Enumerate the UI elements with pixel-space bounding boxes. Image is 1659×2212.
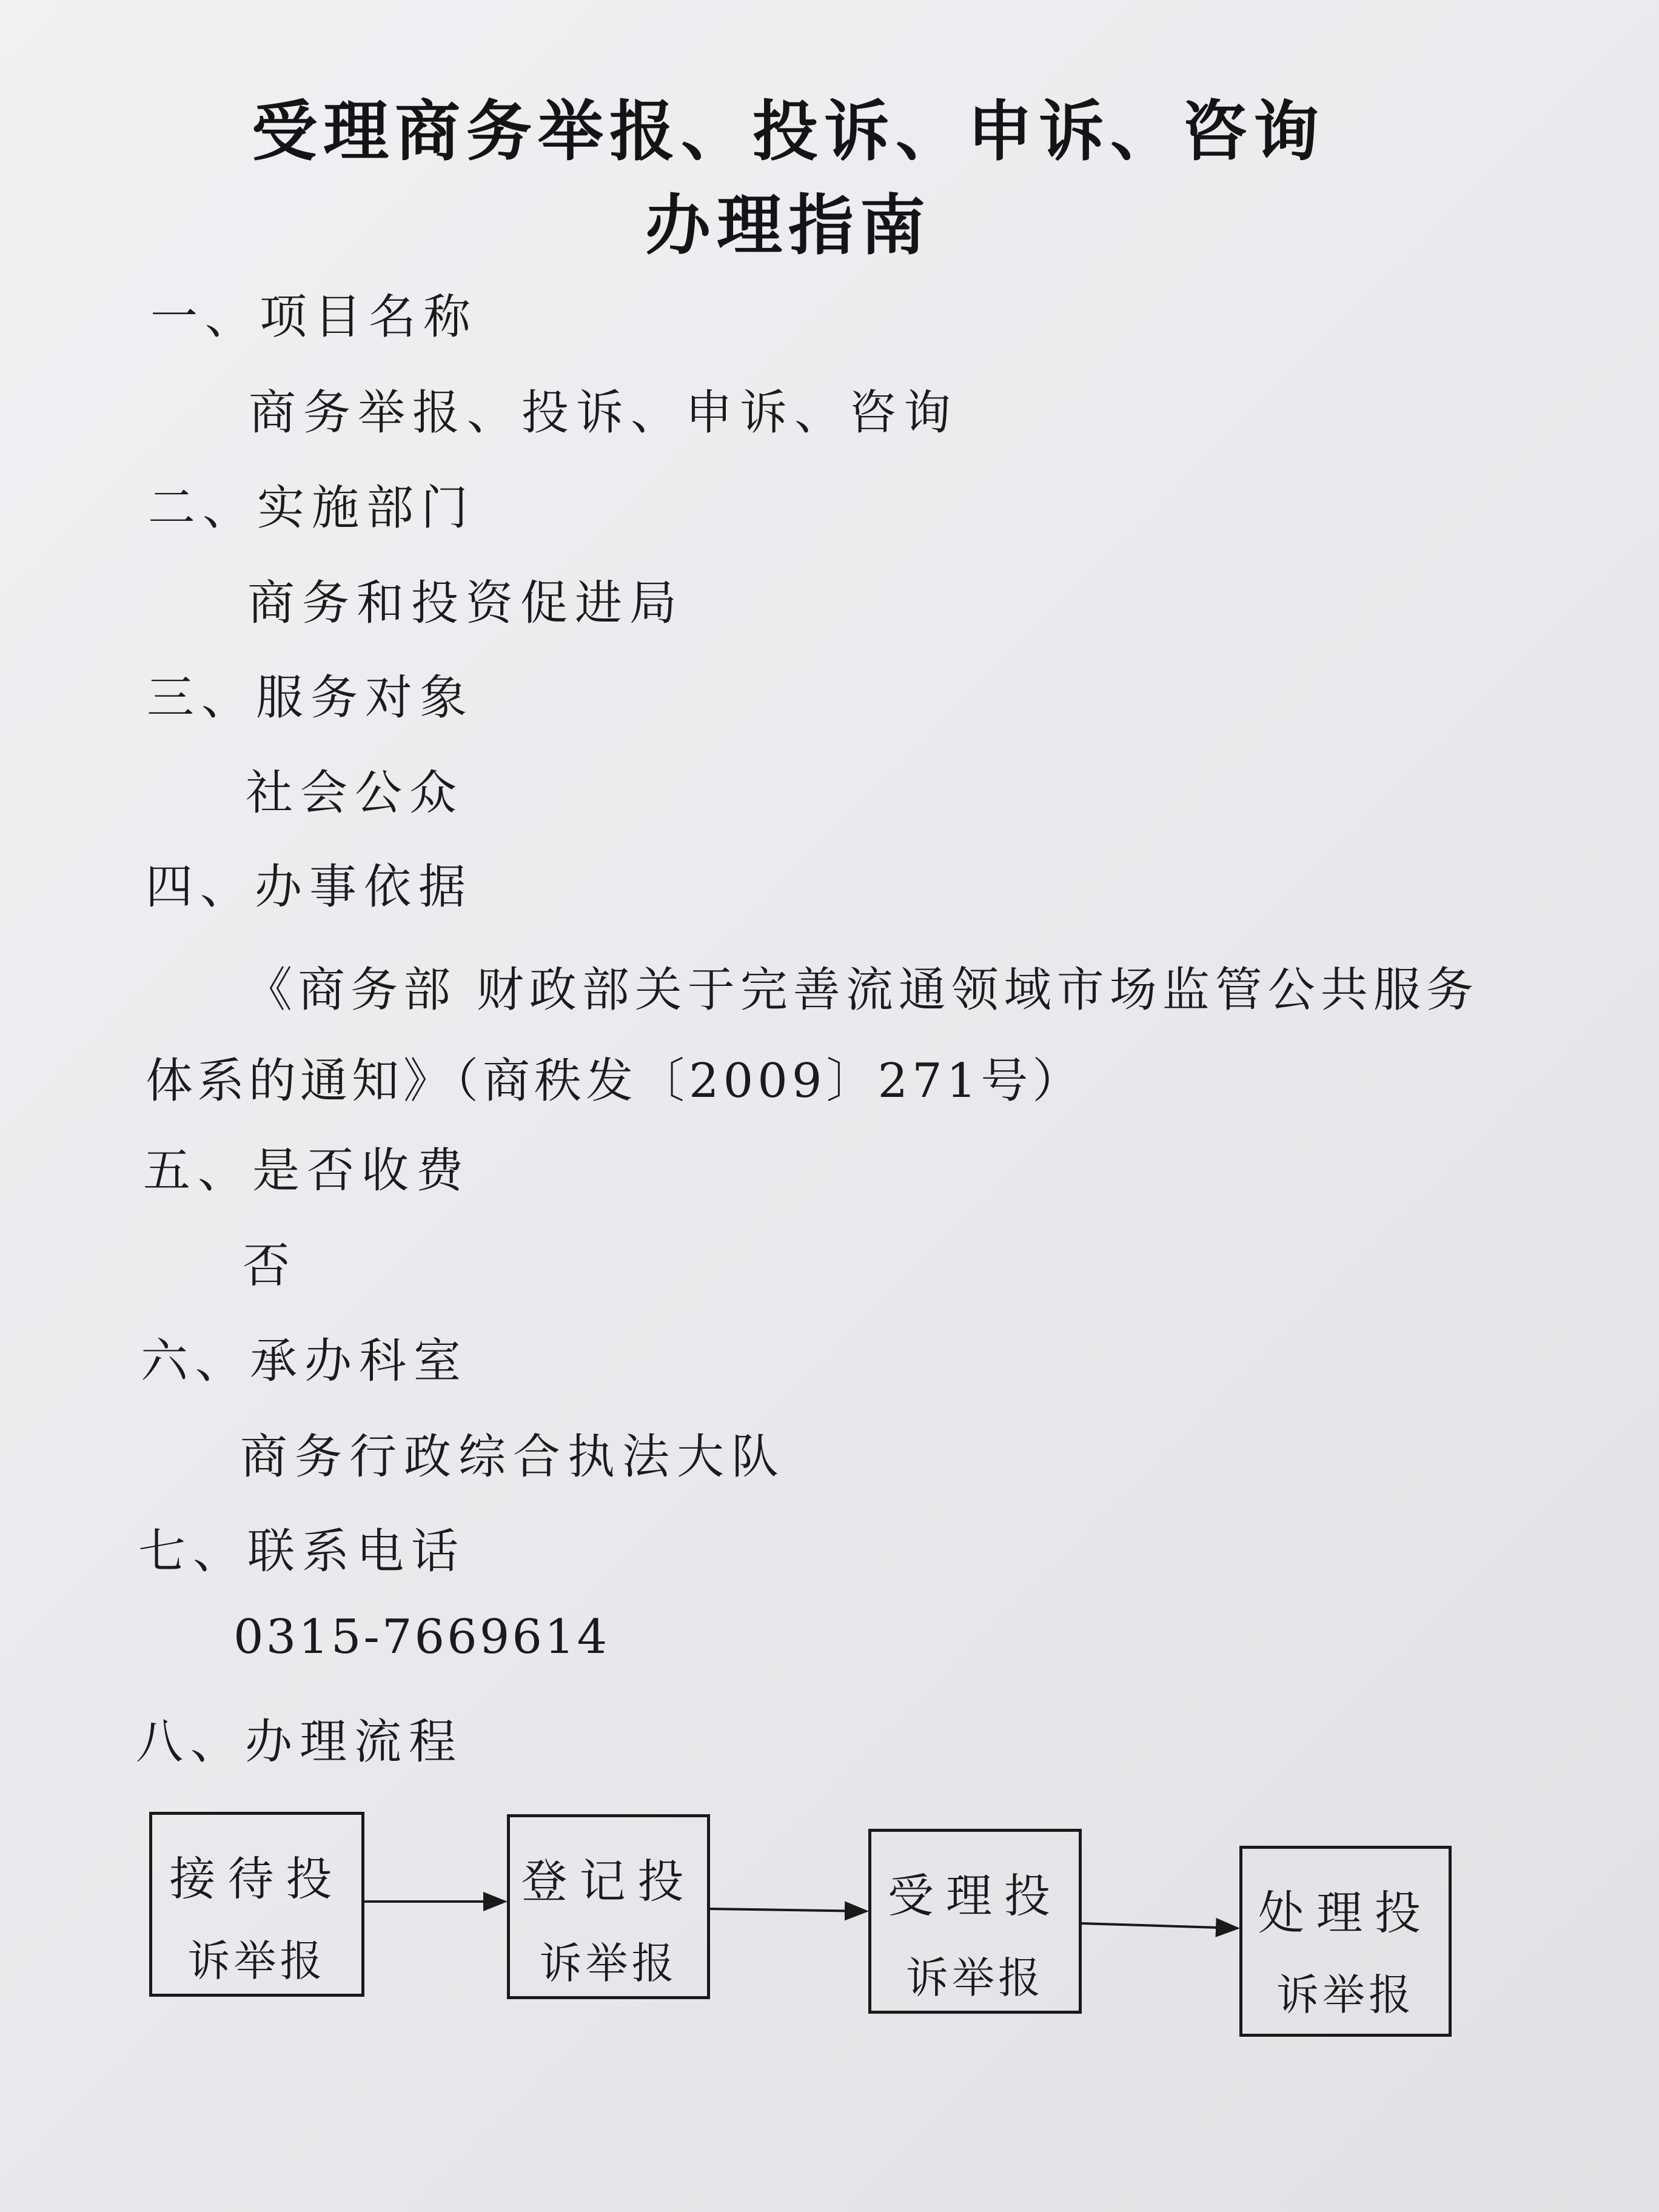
section-content-7: 0315-7669614 [233, 1610, 610, 1664]
flow-arrow-3 [1082, 1923, 1238, 1928]
flow-step-3-line2: 诉举报 [906, 1953, 1044, 2003]
section-heading-7: 七、联系电话 [138, 1524, 466, 1579]
section-content-6: 商务行政综合执法大队 [240, 1430, 786, 1484]
section-content-4-line1: 《商务部 财政部关于完善流通领域市场监管公共服务 [245, 963, 1479, 1017]
flow-step-4-line2: 诉举报 [1276, 1970, 1415, 2020]
document-title-line2: 办理指南 [645, 187, 931, 264]
flow-step-1 [149, 1812, 364, 1997]
section-heading-3: 三、服务对象 [147, 671, 475, 725]
flow-step-4 [1239, 1846, 1452, 2037]
section-content-1: 商务举报、投诉、申诉、咨询 [249, 386, 959, 440]
flow-step-3 [868, 1829, 1082, 2014]
flow-arrow-2 [710, 1909, 866, 1911]
flow-step-1-line2: 诉举报 [187, 1936, 326, 1986]
flow-step-3-line1: 受理投 [888, 1869, 1062, 1923]
section-heading-5: 五、是否收费 [143, 1144, 471, 1198]
section-content-4-line2: 体系的通知》（商秩发〔2009〕271号） [146, 1054, 1084, 1108]
flow-step-2-line2: 诉举报 [539, 1939, 678, 1988]
document-title-line1: 受理商务举报、投诉、申诉、咨询 [251, 93, 1325, 170]
flow-step-1-line1: 接待投 [169, 1852, 344, 1906]
section-heading-1: 一、项目名称 [150, 290, 478, 344]
section-content-2: 商务和投资促进局 [247, 576, 685, 631]
flow-step-2-line1: 登记投 [521, 1854, 696, 1908]
section-heading-2: 二、实施部门 [148, 481, 476, 535]
section-heading-6: 六、承办科室 [141, 1334, 469, 1389]
section-heading-4: 四、办事依据 [146, 860, 474, 914]
section-content-5: 否 [243, 1239, 298, 1293]
section-content-3: 社会公众 [246, 766, 464, 820]
flow-step-2 [507, 1814, 710, 1999]
flow-step-4-line1: 处理投 [1258, 1886, 1433, 1940]
section-heading-8: 八、办理流程 [136, 1715, 464, 1769]
